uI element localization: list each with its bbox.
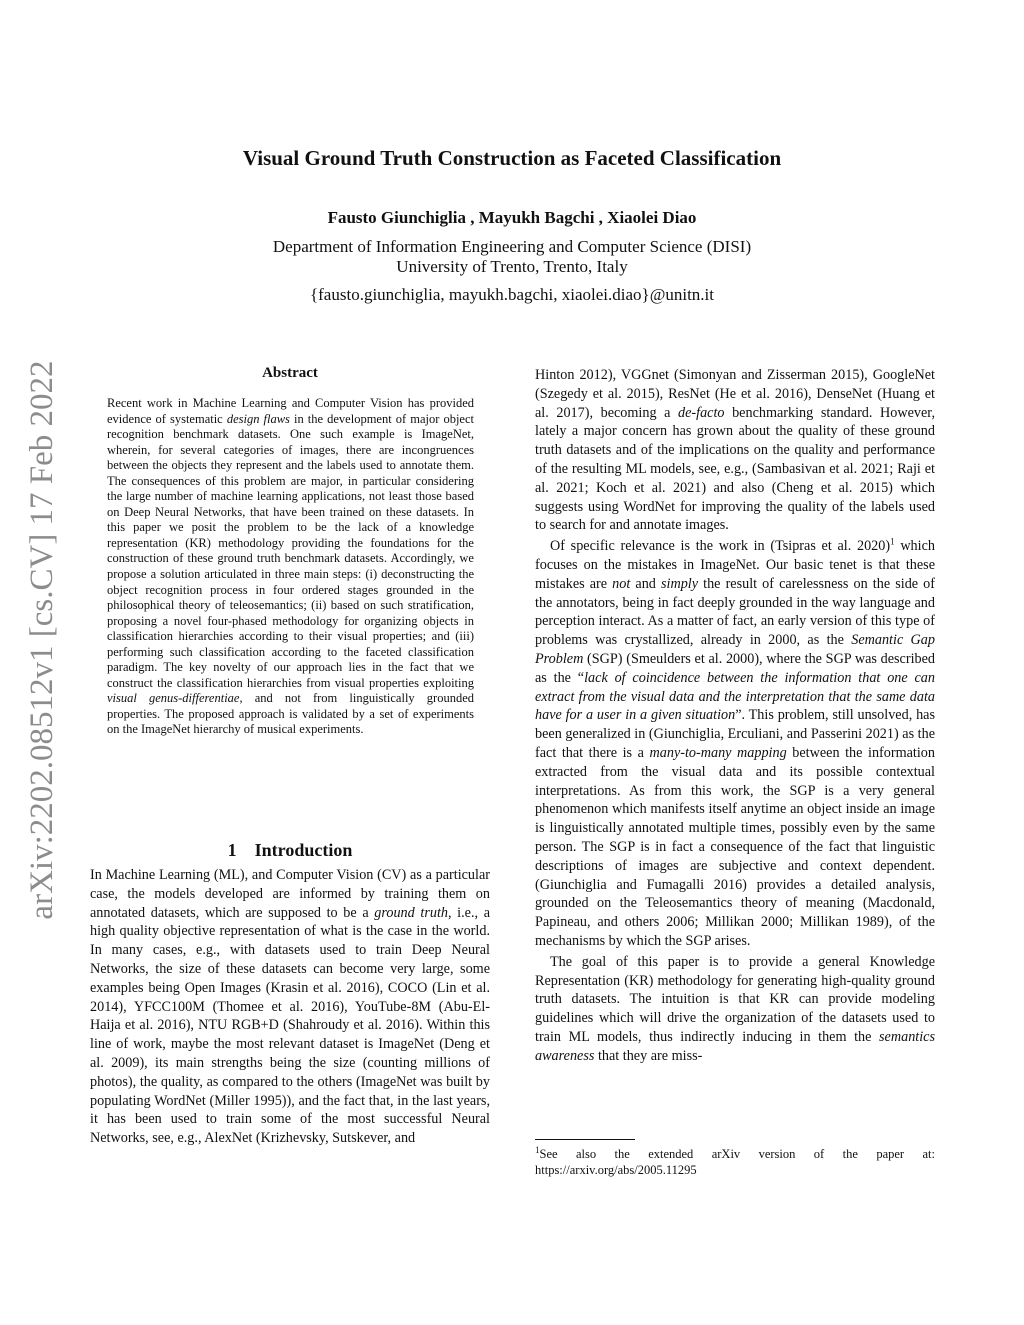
abstract-text: Recent work in Machine Learning and Computer Vision has provided evidence of systematic bbox=[107, 396, 474, 426]
body-emphasis: many-to-many mapping bbox=[649, 744, 787, 761]
paper-title: Visual Ground Truth Construction as Faceted Classification bbox=[242, 146, 782, 170]
body-text: Of specific relevance is the work in (Tsipras et al. 2020) bbox=[550, 538, 891, 555]
body-text: ”. This problem, still unsolved, has been generalized in (Giunchiglia, Erculiani, and Passerini 2021) as the fact that there is a bbox=[535, 707, 935, 761]
body-emphasis: not bbox=[612, 575, 631, 592]
body-text: Hinton 2012), VGGnet (Simonyan and Zisserman 2015), GoogleNet (Szegedy et al. 2015), ResNet (He et al. 2016), DenseNet (Huang et al. 2017), becoming a bbox=[535, 367, 935, 421]
abstract-heading: Abstract bbox=[262, 365, 318, 381]
section-heading-introduction bbox=[90, 840, 490, 861]
affiliation-department: Department of Information Engineering and Computer Science (DISI) bbox=[272, 237, 752, 256]
footnote bbox=[535, 1146, 935, 1178]
affiliation-university: University of Trento, Trento, Italy bbox=[396, 257, 628, 276]
body-paragraph bbox=[535, 953, 935, 1066]
body-emphasis: semantics awareness bbox=[535, 1028, 935, 1064]
body-paragraph bbox=[535, 366, 935, 535]
affiliation bbox=[0, 237, 1024, 277]
body-paragraph bbox=[535, 537, 935, 951]
body-text: the result of carelessness on the side of the annotators, being in fact deeply grounded in the way language and perception interact. As a matter of fact, an early version of this type of problems was crystallized, already in 2000, as the bbox=[535, 575, 936, 649]
body-emphasis: ground truth bbox=[374, 904, 448, 921]
footnote-number: 1 bbox=[535, 1144, 540, 1155]
body-text: that they are miss- bbox=[594, 1047, 703, 1064]
author-emails: {fausto.giunchiglia, mayukh.bagchi, xiaolei.diao}@unitn.it bbox=[309, 285, 714, 304]
section-number: 1 bbox=[227, 840, 237, 860]
body-text: between the information extracted from the visual data and its possible contextual interpretations. As from this work, the SGP is a very general phenomenon which manifests itself anytime an object inside an image is linguistically annotated multiple times, possibly even by the same person. The SGP is in fact a consequence of the fact that linguistic descriptions of images are subjective and context dependent. (Giunchiglia and Fumagalli 2016) provides a detailed analysis, grounded on the Teleosemantics theory of meaning (Macdonald, Papineau, and others 2006; Millikan 2000; Millikan 1989), of the mechanisms by which the SGP arises. bbox=[535, 744, 935, 949]
body-text: (SGP) (Smeulders et al. 2000), where the SGP was described as the “ bbox=[535, 650, 935, 686]
abstract-emphasis: design flaws bbox=[226, 411, 290, 426]
body-emphasis: Semantic Gap Problem bbox=[535, 632, 935, 667]
arxiv-identifier-stamp: arXiv:2202.08512v1 [cs.CV] 17 Feb 2022 bbox=[24, 360, 60, 920]
abstract-text: in the development of major object recognition benchmark datasets. One such example is ImageNet, wherein, for several categories of images, there are incongruences between the objects they represent and the labels used to annotate them. The consequences of this problem are major, in particular considering the large number of machine learning applications, not least those based on Deep Neural Networks, that have been trained on these datasets. In this paper we posit the problem to be the lack of a knowledge representation (KR) methodology providing the foundations for the construction of these ground truth benchmark datasets. Accordingly, we propose a solution articulated in three main steps: (i) deconstructing the object recognition process in four ordered stages grounded in the philosophical theory of teleosemantics; (ii) based on such stratification, proposing a novel four-phased methodology for organizing objects in classification hierarchies according to their visual properties; and (iii) performing such classification according to the faceted classification paradigm. The key novelty of our approach lies in the fact that we construct the classification hierarchies from visual properties exploiting bbox=[107, 411, 475, 690]
author-list: Fausto Giunchiglia , Mayukh Bagchi , Xiaolei Diao bbox=[327, 208, 697, 227]
abstract-text: , and not from linguistically grounded properties. The proposed approach is validated by a set of experiments on the ImageNet hierarchy of musical experiments. bbox=[107, 691, 474, 737]
body-text: In Machine Learning (ML), and Computer Vision (CV) as a particular case, the models developed are informed by training them on annotated datasets, which are supposed to be a bbox=[90, 867, 490, 921]
footnote-divider bbox=[535, 1139, 635, 1140]
introduction-paragraph bbox=[90, 866, 490, 1148]
body-emphasis: simply bbox=[661, 575, 699, 592]
body-text: , i.e., a high quality objective representation of what is the case in the world. In many cases, e.g., with datasets used to train Deep Neural Networks, the size of these datasets can become very large, some examples being Open Images (Krasin et al. 2016), COCO (Lin et al. 2014), YFCC100M (Thomee et al. 2016), YouTube-8M (Abu-El-Haija et al. 2016), NTU RGB+D (Shahroudy et al. 2016). Within this line of work, maybe the most relevant dataset is ImageNet (Deng et al. 2009), its main strengths being the size (counting millions of photos), the quality, as compared to the others (ImageNet was built by populating WordNet (Miller 1995)), and the fact that, in the last years, it has been used to train some of the most successful Neural Networks, see, e.g., AlexNet (Krizhevsky, Sutskever, and bbox=[90, 904, 490, 1147]
body-text: benchmarking standard. However, lately a major concern has grown about the quality of these ground truth datasets and of the implications on the quality and performance of the resulting ML models, see, e.g., (Sambasivan et al. 2021; Raji et al. 2021; Koch et al. 2021) and also (Cheng et al. 2015) which suggests using WordNet for improving the quality of the labels used to search for and annotate images. bbox=[535, 404, 935, 534]
body-emphasis: de-facto bbox=[678, 404, 725, 421]
body-emphasis: lack of coincidence between the information that one can extract from the visual data and the interpretation that the same data have for a user in a given situation bbox=[535, 669, 935, 724]
body-text: The goal of this paper is to provide a general Knowledge Representation (KR) methodology for generating high-quality ground truth datasets. The intuition is that KR can provide modeling guidelines which will drive the organization of the datasets used to train ML models, thus indirectly inducing in them the bbox=[535, 953, 935, 1045]
abstract-body bbox=[107, 396, 474, 738]
right-column bbox=[535, 366, 935, 1065]
footnote-marker[interactable]: 1 bbox=[890, 536, 895, 547]
abstract-emphasis: visual genus-differentiae bbox=[107, 691, 240, 706]
section-title: Introduction bbox=[254, 840, 353, 860]
body-text: and bbox=[630, 575, 661, 592]
footnote-text: See also the extended arXiv version of the paper at: https://arxiv.org/abs/2005.11295 bbox=[535, 1147, 935, 1177]
body-text: which focuses on the mistakes in ImageNet. Our basic tenet is that these mistakes are bbox=[535, 538, 935, 592]
